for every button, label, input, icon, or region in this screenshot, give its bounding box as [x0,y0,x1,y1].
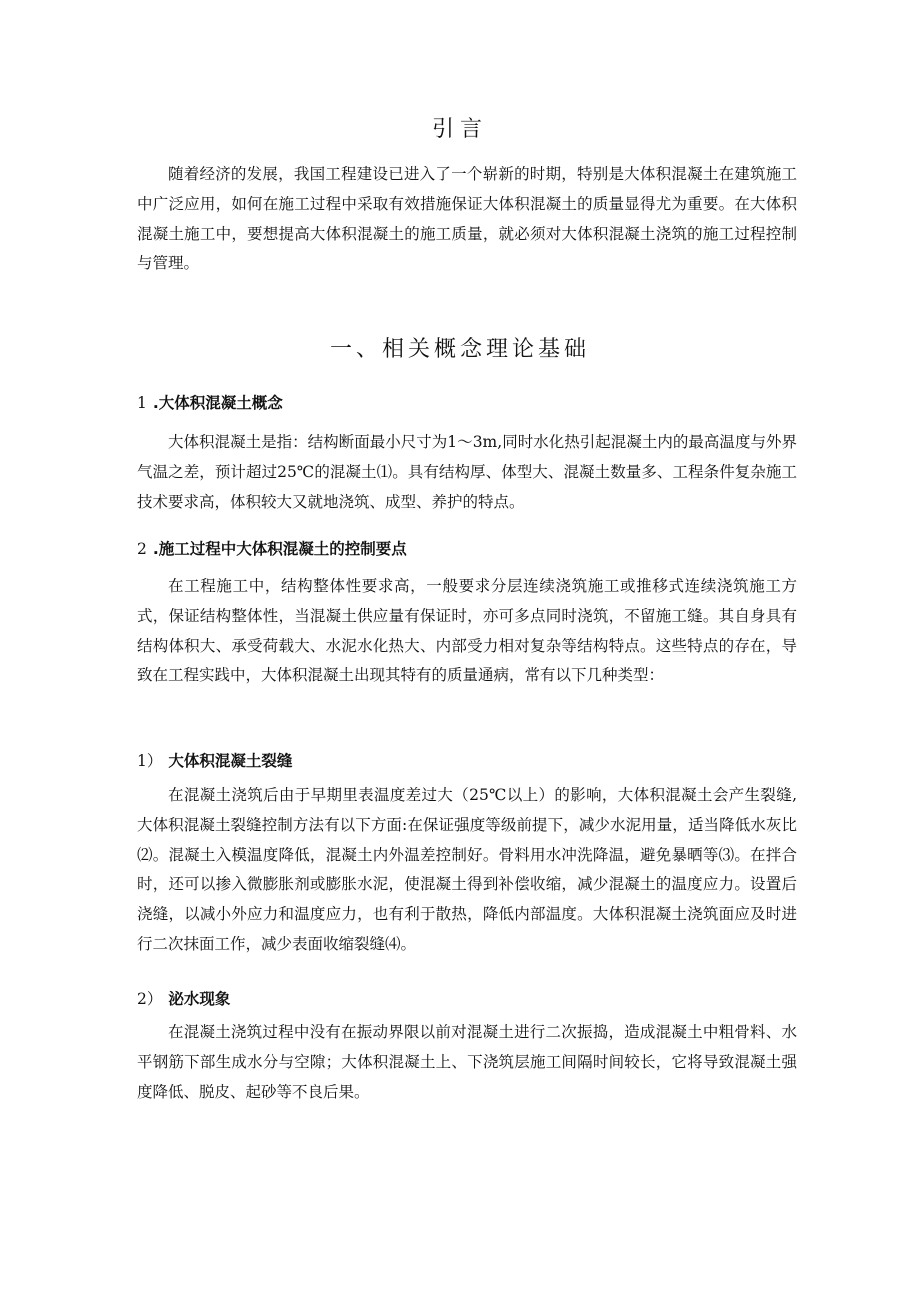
section-1-paragraph: 大体积混凝土是指：结构断面最小尺寸为1～3m,同时水化热引起混凝土内的最高温度与外界气温之差，预计超过25℃的混凝土⑴。具有结构厚、体型大、混凝土数量多、工程条件复杂施工技术要求高，体积较大又就地浇筑、成型、养护的特点。 [137,433,797,511]
chapter-title: 一、相关概念理论基础 [329,337,590,362]
subsection-1-paragraph: 在混凝土浇筑后由于早期里表温度差过大（25℃以上）的影响，大体积混凝土会产生裂缝,大体积混凝土裂缝控制方法有以下方面:在保证强度等级前提下，减少水泥用量，适当降低水灰比⑵。混凝土入模温度降低，混凝土内外温差控制好。骨料用水冲洗降温，避免暴晒等⑶。在拌合时，还可以掺入微膨胀剂或膨胀水泥，使混凝土得到补偿收缩，减少混凝土的温度应力。设置后浇缝，以减小外应力和温度应力，也有利于散热，降低内部温度。大体积混凝土浇筑面应及时进行二次抹面工作，减少表面收缩裂缝⑷。 [137,786,797,953]
section-2-paragraph: 在工程施工中，结构整体性要求高，一般要求分层连续浇筑施工或推移式连续浇筑施工方式，保证结构整体性，当混凝土供应量有保证时，亦可多点同时浇筑，不留施工缝。其自身具有结构体积大、承受荷载大、水泥水化热大、内部受力相对复杂等结构特点。这些特点的存在，导致在工程实践中，大体积混凝土出现其特有的质量通病，常有以下几种类型： [137,577,797,685]
subsection-2-title: 泌水现象 [168,990,231,1008]
subsection-2-heading [137,987,230,1011]
subsection-2-paragraph: 在混凝土浇筑过程中没有在振动界限以前对混凝土进行二次振捣，造成混凝土中粗骨料、水平钢筋下部生成水分与空隙；大体积混凝土上、下浇筑层施工间隔时间较长，它将导致混凝土强度降低、脱皮、起砂等不良后果。 [137,1023,797,1101]
subsection-1-heading [137,749,292,773]
section-1-heading [137,391,283,415]
subsection-2-number: 2） [137,990,163,1008]
subsection-1-number: 1） [137,752,163,770]
intro-paragraph: 随着经济的发展，我国工程建设已进入了一个崭新的时期，特别是大体积混凝土在建筑施工中广泛应用，如何在施工过程中采取有效措施保证大体积混凝土的质量显得尤为重要。在大体积混凝土施工中，要想提高大体积混凝土的施工质量，就必须对大体积混凝土浇筑的施工过程控制与管理。 [137,165,797,273]
section-1-title: .大体积混凝土概念 [152,394,283,412]
subsection-1-title: 大体积混凝土裂缝 [168,752,293,770]
section-2-heading [137,537,407,561]
section-2-title: .施工过程中大体积混凝土的控制要点 [152,540,407,558]
section-1-number: 1 [137,394,147,412]
section-2-number: 2 [137,540,147,558]
intro-title: 引言 [431,117,488,142]
